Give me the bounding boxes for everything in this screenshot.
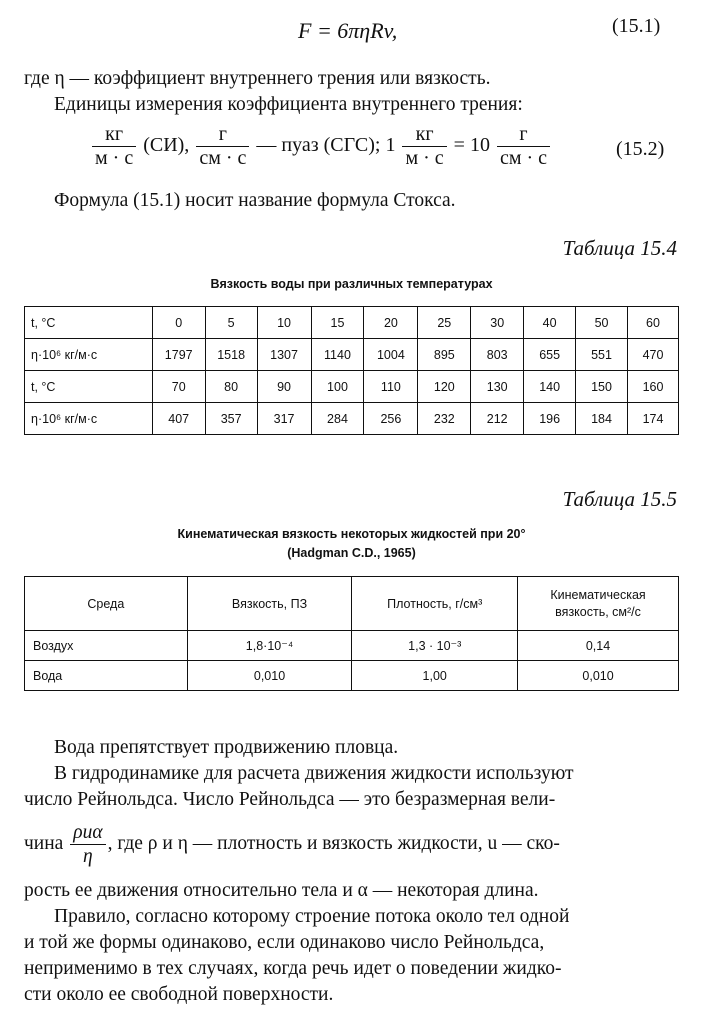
table-cell: 10 (257, 307, 311, 339)
table-cell: 100 (311, 371, 364, 403)
poise-label: — пуаз (СГС); 1 (256, 134, 396, 157)
reynolds-para-line1: В гидродинамике для расчета движения жидкости используют (54, 763, 574, 784)
table-cell: 196 (524, 403, 576, 435)
row-water-density: 1,00 (352, 661, 518, 691)
rule-para-line1: Правило, согласно которому строение потока около тел одной (54, 906, 570, 927)
units-formula (90, 124, 552, 169)
table-cell: 803 (471, 339, 524, 371)
header-density: Плотность, г/см³ (352, 577, 518, 631)
table-cell: 284 (311, 403, 364, 435)
row-water-viscosity: 0,010 (187, 661, 352, 691)
table-cell: 150 (576, 371, 628, 403)
table-cell: 1797 (152, 339, 205, 371)
fraction-g-cms-2: $\frac{г}{см \cdot с}$ (497, 124, 550, 169)
table-cell: 110 (364, 371, 418, 403)
table-cell: 20 (364, 307, 418, 339)
table-cell: 317 (257, 403, 311, 435)
table-cell: 60 (627, 307, 678, 339)
table-cell: 130 (471, 371, 524, 403)
table-15-4-label: Таблица 15.4 (562, 236, 677, 260)
reynolds-prefix: чина (24, 832, 64, 854)
reynolds-suffix: , где ρ и η — плотность и вязкость жидкости, u — ско- (107, 832, 560, 854)
table-cell: 15 (311, 307, 364, 339)
table-cell: 30 (471, 307, 524, 339)
row-water-kinematic: 0,010 (518, 661, 679, 691)
table-cell: 895 (418, 339, 471, 371)
table-cell: 1140 (311, 339, 364, 371)
table-cell: 50 (576, 307, 628, 339)
table-row (25, 403, 679, 435)
table-cell: 160 (627, 371, 678, 403)
table-cell: 184 (576, 403, 628, 435)
table-cell: 551 (576, 339, 628, 371)
table-cell: 174 (627, 403, 678, 435)
rule-para-line2: и той же формы одинаково, если одинаково число Рейнольдса, (24, 932, 545, 953)
table-cell: 25 (418, 307, 471, 339)
header-kinematic-viscosity: Кинематическая вязкость, см²/с (518, 577, 679, 631)
row-header-cell: η·10⁶ кг/м·с (25, 403, 153, 435)
table-cell: 90 (257, 371, 311, 403)
row-header-cell: t, °С (25, 371, 153, 403)
formula-number-15-1: (15.1) (612, 15, 661, 37)
table-15-5-label: Таблица 15.5 (562, 487, 677, 511)
formula-stokes: F = 6πηRv, (298, 18, 398, 43)
swimmer-sentence: Вода препятствует продвижению пловца. (54, 737, 399, 758)
table-cell: 120 (418, 371, 471, 403)
stokes-sentence: Формула (15.1) носит название формула Стокса. (54, 190, 456, 211)
units-intro: Единицы измерения коэффициента внутреннего трения: (54, 94, 523, 115)
table-cell: 212 (471, 403, 524, 435)
row-air-medium: Воздух (25, 631, 188, 661)
row-air-viscosity: 1,8·10⁻⁴ (187, 631, 352, 661)
table-cell: 256 (364, 403, 418, 435)
table-15-5-caption-line2: (Hadgman C.D., 1965) (287, 546, 416, 560)
table-cell: 655 (524, 339, 576, 371)
table-cell: 70 (152, 371, 205, 403)
viscosity-water-table (24, 306, 679, 435)
table-cell: 1518 (205, 339, 257, 371)
table-cell: 407 (152, 403, 205, 435)
formula-number-15-2: (15.2) (616, 138, 665, 160)
fraction-g-cms: $\frac{г}{см \cdot с}$ (196, 124, 249, 169)
table-row (25, 307, 679, 339)
row-air-density: 1,3 · 10⁻³ (352, 631, 518, 661)
table-cell: 357 (205, 403, 257, 435)
row-header-cell: η·10⁶ кг/м·с (25, 339, 153, 371)
row-water-medium: Вода (25, 661, 188, 691)
table-15-5-caption-line1: Кинематическая вязкость некоторых жидкостей при 20° (177, 527, 526, 541)
rule-para-line4: сти около ее свободной поверхности. (24, 984, 334, 1005)
table-cell: 80 (205, 371, 257, 403)
table-cell: 5 (205, 307, 257, 339)
fraction-kg-ms-2: $\frac{кг}{м \cdot с}$ (402, 124, 446, 169)
table-cell: 0 (152, 307, 205, 339)
table-cell: 470 (627, 339, 678, 371)
fraction-kg-ms: $\frac{кг}{м \cdot с}$ (92, 124, 136, 169)
reynolds-fraction: $\frac{\text{ρuα}}{\eta}$ (70, 822, 105, 867)
kinematic-viscosity-table (24, 576, 679, 691)
row-air-kinematic: 0,14 (518, 631, 679, 661)
table-row (25, 339, 679, 371)
eta-definition: где η — коэффициент внутреннего трения или вязкость. (24, 68, 491, 89)
reynolds-para-line2: число Рейнольдса. Число Рейнольдса — это безразмерная вели- (24, 789, 556, 810)
table-cell: 40 (524, 307, 576, 339)
equals-ten: = 10 (453, 134, 490, 157)
si-label: (СИ), (143, 134, 190, 157)
row-header-cell: t, °С (25, 307, 153, 339)
table-row (25, 371, 679, 403)
header-medium: Среда (25, 577, 188, 631)
table-cell: 1004 (364, 339, 418, 371)
table-cell: 140 (524, 371, 576, 403)
header-viscosity: Вязкость, ПЗ (187, 577, 352, 631)
table-cell: 232 (418, 403, 471, 435)
reynolds-para-line4: рость ее движения относительно тела и α — некоторая длина. (24, 880, 539, 901)
rule-para-line3: неприменимо в тех случаях, когда речь идет о поведении жидко- (24, 958, 562, 979)
reynolds-formula-line (24, 822, 560, 867)
table-cell: 1307 (257, 339, 311, 371)
table-15-4-caption: Вязкость воды при различных температурах (210, 277, 493, 291)
